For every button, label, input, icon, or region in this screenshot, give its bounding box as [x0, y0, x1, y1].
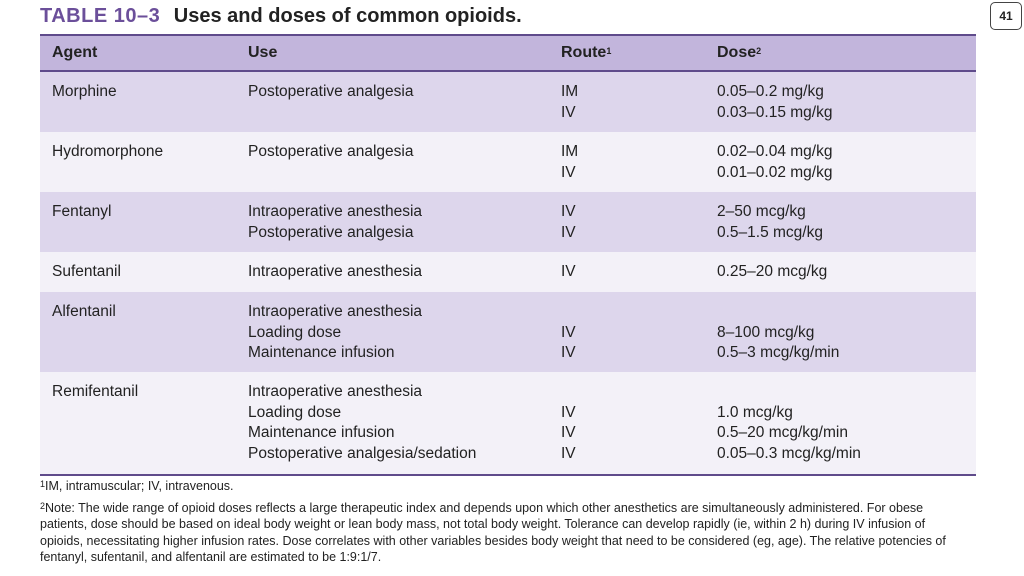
page-number-badge: 41	[990, 2, 1022, 30]
table-row	[40, 372, 976, 474]
dose-line: 0.02–0.04 mg/kg	[717, 143, 833, 160]
use-line: Maintenance infusion	[248, 344, 395, 361]
use-line: Postoperative analgesia/sedation	[248, 444, 477, 462]
route-line: IV	[561, 223, 576, 241]
header-dose: Dose$^2$	[717, 43, 762, 61]
agent-name: Remifentanil	[52, 383, 139, 400]
table-title-label: TABLE 10–3	[40, 5, 161, 27]
cell-dose	[705, 202, 976, 243]
cell-route	[549, 82, 705, 123]
route-line: IM	[561, 83, 579, 100]
use-line: Loading dose	[248, 403, 342, 421]
route-line: IV	[561, 263, 576, 280]
table-row	[40, 292, 976, 372]
dose-line	[717, 382, 976, 403]
table-row	[40, 72, 976, 132]
route-line: IM	[561, 143, 579, 160]
cell-use	[236, 142, 549, 163]
route-line: IV	[561, 424, 576, 441]
header-use: Use	[248, 43, 278, 61]
dose-line: 0.5–1.5 mcg/kg	[717, 223, 823, 241]
cell-route	[549, 202, 705, 243]
dose-line: 8–100 mcg/kg	[717, 323, 815, 341]
route-line: IV	[561, 203, 576, 220]
cell-route	[549, 302, 705, 364]
cell-use	[236, 82, 549, 103]
route-line	[561, 382, 705, 403]
use-line: Postoperative analgesia	[248, 143, 414, 160]
cell-use	[236, 302, 549, 364]
agent-name: Fentanyl	[52, 203, 112, 220]
table-title-caption: Uses and doses of common opioids.	[173, 5, 522, 27]
dose-line: 1.0 mcg/kg	[717, 403, 793, 421]
route-line: IV	[561, 344, 576, 361]
footnote-text: Note: The wide range of opioid doses reflects a large therapeutic index and depends upon which other anesthetics are simultaneously administered. For obese patients, dose should be based on ideal body weight or lean body mass, not total body weight. Tolerance can develop rapidly (ie, within 2 h) during IV infusion of opioids, necessitating higher infusion rates. Dose correlates with other variables besides body weight that need to be considered (eg, age). The relative potencies of fentanyl, sufentanil, and alfentanil are estimated to be 1:9:1/7.	[40, 500, 946, 564]
table-row	[40, 252, 976, 292]
footnote-marker: 2	[756, 45, 762, 56]
use-line: Intraoperative anesthesia	[248, 263, 423, 280]
route-line: IV	[561, 323, 576, 341]
table-title	[40, 5, 522, 28]
cell-route	[549, 142, 705, 183]
cell-dose	[705, 382, 976, 464]
footnote-1	[40, 478, 970, 495]
use-line: Postoperative analgesia	[248, 83, 414, 100]
agent-name: Alfentanil	[52, 303, 116, 320]
table-header-row	[40, 34, 976, 72]
cell-use	[236, 262, 549, 283]
opioid-table	[40, 34, 976, 476]
header-route: Route$^1$	[561, 43, 612, 61]
route-line: IV	[561, 103, 576, 121]
agent-name: Hydromorphone	[52, 143, 164, 160]
cell-route	[549, 262, 705, 283]
cell-use	[236, 202, 549, 243]
footnote-text: IM, intramuscular; IV, intravenous.	[45, 479, 234, 493]
footnote-marker: 2	[40, 500, 46, 511]
agent-name: Sufentanil	[52, 263, 121, 280]
cell-agent	[40, 262, 236, 283]
cell-dose	[705, 142, 976, 183]
footnotes	[40, 478, 970, 571]
table-row	[40, 132, 976, 192]
dose-line: 0.5–20 mcg/kg/min	[717, 424, 848, 441]
use-line: Intraoperative anesthesia	[248, 203, 423, 220]
dose-line: 0.05–0.2 mg/kg	[717, 83, 824, 100]
dose-line: 0.03–0.15 mg/kg	[717, 103, 833, 121]
use-line: Postoperative analgesia	[248, 223, 414, 241]
cell-use	[236, 382, 549, 464]
use-line: Maintenance infusion	[248, 424, 395, 441]
use-line: Intraoperative anesthesia	[248, 383, 423, 400]
use-line: Intraoperative anesthesia	[248, 303, 423, 320]
cell-dose	[705, 262, 976, 283]
footnote-marker: 1	[40, 479, 46, 489]
dose-line: 0.25–20 mcg/kg	[717, 263, 828, 280]
cell-dose	[705, 82, 976, 123]
agent-name: Morphine	[52, 83, 117, 100]
dose-line: 2–50 mcg/kg	[717, 203, 806, 220]
header-agent: Agent	[52, 43, 98, 61]
use-line: Loading dose	[248, 323, 342, 341]
cell-agent	[40, 82, 236, 103]
table-body	[40, 72, 976, 476]
dose-line: 0.01–0.02 mg/kg	[717, 163, 833, 181]
route-line: IV	[561, 403, 576, 421]
cell-agent	[40, 382, 236, 403]
cell-agent	[40, 202, 236, 223]
cell-agent	[40, 142, 236, 163]
route-line: IV	[561, 444, 576, 462]
cell-agent	[40, 302, 236, 323]
cell-dose	[705, 302, 976, 364]
dose-line	[717, 302, 976, 323]
footnote-marker: 1	[606, 45, 612, 56]
footnote-2	[40, 500, 970, 566]
dose-line: 0.5–3 mcg/kg/min	[717, 344, 840, 361]
route-line: IV	[561, 163, 576, 181]
route-line	[561, 302, 705, 323]
dose-line: 0.05–0.3 mcg/kg/min	[717, 444, 861, 462]
table-row	[40, 192, 976, 252]
cell-route	[549, 382, 705, 464]
